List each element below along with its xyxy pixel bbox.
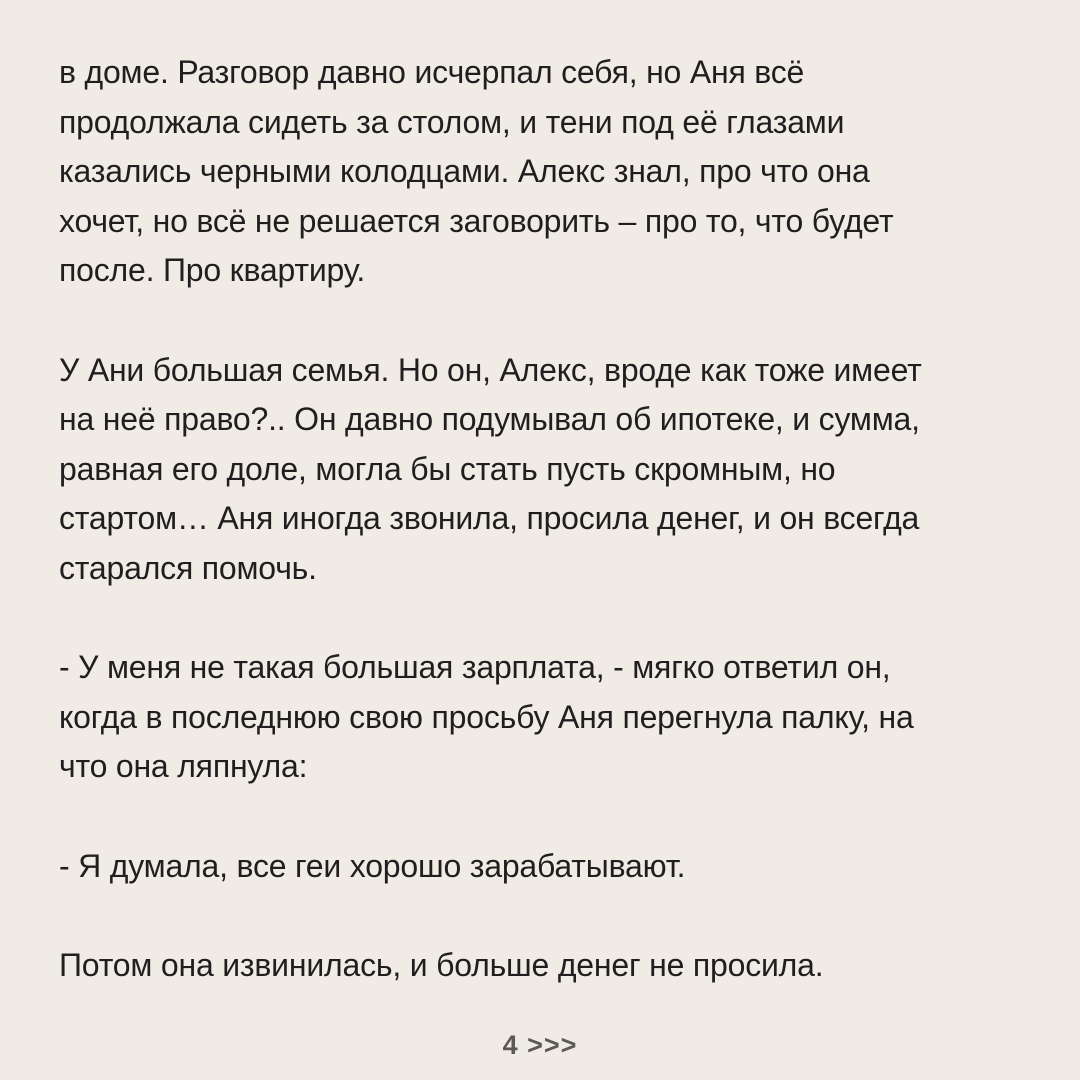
paragraph-1: в доме. Разговор давно исчерпал себя, но Аня всё продолжала сидеть за столом, и тени под её глазами казались черными колодцами. Алекс знал, про что она хочет, но всё не решается заговорить – про то, что будет после. Про квартиру.: [59, 54, 894, 288]
paragraph-4: - Я думала, все геи хорошо зарабатывают.: [59, 847, 686, 884]
paragraph-5: Потом она извинилась, и больше денег не просила.: [59, 947, 824, 983]
story-page: [59, 48, 1059, 991]
page-indicator: 4 >>>: [502, 1030, 578, 1060]
paragraph-2: У Ани большая семья. Но он, Алекс, вроде как тоже имеет на неё право?.. Он давно подумывал об ипотеке, и сумма, равная его доле, могла бы стать пусть скромным, но стартом… Аня иногда звонила, просила денег, и он всегда старался помочь.: [59, 351, 922, 586]
paragraph-3: - У меня не такая большая зарплата, - мягко ответил он, когда в последнюю свою просьбу Аня перегнула палку, на что она ляпнула:: [59, 649, 914, 784]
